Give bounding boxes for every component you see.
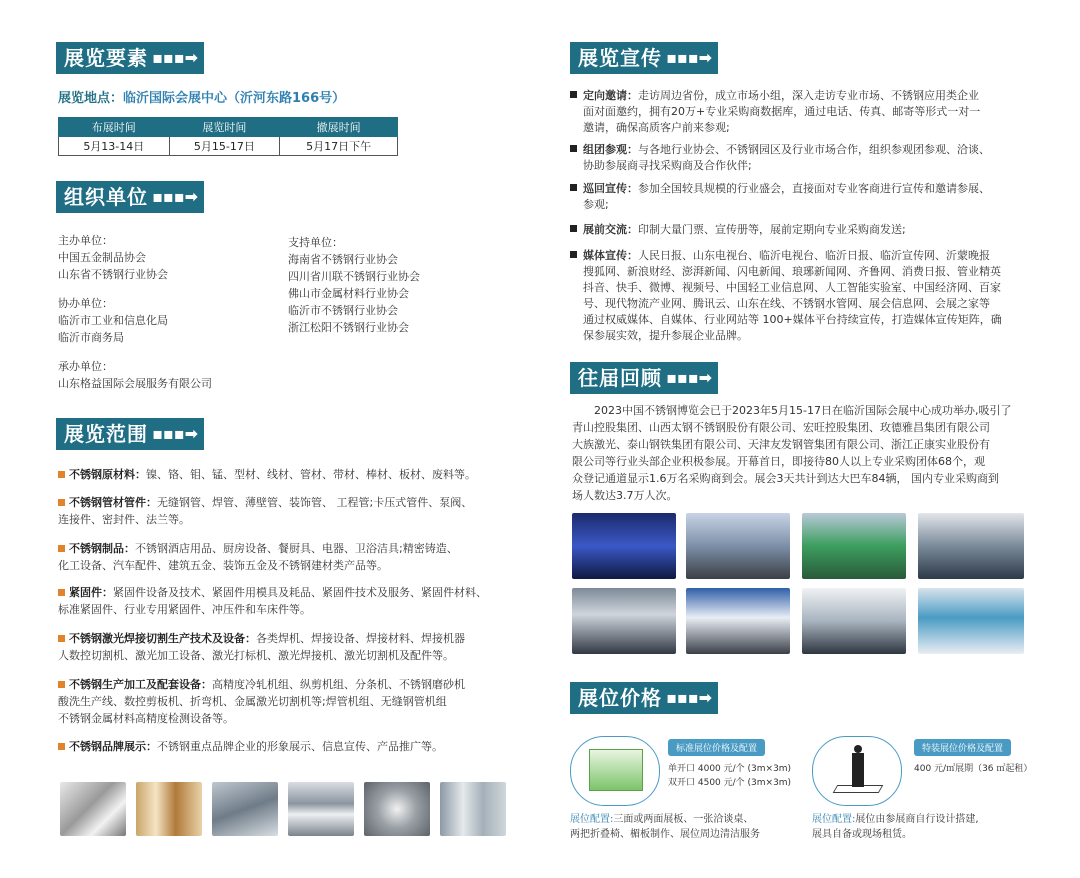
schedule-table <box>58 117 398 156</box>
promo-title: 组团参观： <box>583 143 638 156</box>
scope-item <box>58 738 498 755</box>
scope-item <box>58 584 498 618</box>
scope-item <box>58 466 498 483</box>
header-text: 展览宣传 <box>578 46 662 70</box>
scope-title: 不锈钢管材管件： <box>69 496 157 509</box>
standard-booth-illustration <box>570 736 660 806</box>
support-item: 四川省川联不锈钢行业协会 <box>288 270 420 283</box>
scope-title: 不锈钢制品： <box>69 542 135 555</box>
scope-line: 各类焊机、焊接设备、焊接材料、焊接机器 <box>256 632 465 645</box>
promo-item <box>570 88 1026 136</box>
schedule-cell: 5月17日下午 <box>280 137 398 156</box>
price-line: 双开口 4500 元/个 (3m×3m) <box>668 778 792 788</box>
bullet-icon <box>570 225 577 232</box>
event-photo <box>686 513 790 579</box>
schedule-cell: 5月13-14日 <box>59 137 170 156</box>
location-line <box>58 87 345 106</box>
support-item: 临沂市不锈钢行业协会 <box>288 304 398 317</box>
promo-line: 参观; <box>583 198 609 211</box>
bullet-icon <box>58 681 65 688</box>
product-photo <box>60 782 126 836</box>
review-line: 众登记通道显示1.6万名采购商到会。展会3天共计到达大巴车84辆， 国内专业采购商到 <box>572 472 999 485</box>
support-item: 浙江松阳不锈钢行业协会 <box>288 321 409 334</box>
promo-title: 展前交流： <box>583 223 638 236</box>
promo-title: 巡回宣传： <box>583 182 638 195</box>
bullet-icon <box>570 91 577 98</box>
section-header-exhibition <box>56 42 204 74</box>
bullet-icon <box>570 145 577 152</box>
bullet-icon <box>58 499 65 506</box>
host-item: 山东省不锈钢行业协会 <box>58 268 168 281</box>
undertake-label: 承办单位： <box>58 360 113 373</box>
promo-title: 媒体宣传： <box>583 249 638 262</box>
review-line: 青山控股集团、山西太钢不锈钢股份有限公司、宏旺控股集团、玫德雅昌集团有限公司 <box>572 421 990 434</box>
scope-line: 连接件、密封件、法兰等。 <box>58 513 190 526</box>
config-line: 两把折叠椅、楣板制作、展位周边清洁服务 <box>570 829 760 840</box>
schedule-header: 撤展时间 <box>280 118 398 137</box>
promo-line: 印制大量门票、宣传册等，展前定期向专业采购商发送; <box>638 223 906 236</box>
product-photo <box>440 782 506 836</box>
bullet-icon <box>570 184 577 191</box>
promo-line: 抖音、快手、微博、视频号、中国轻工业信息网、人工智能实验室、中国经济网、百家 <box>583 281 1001 294</box>
organizer-list-left <box>58 232 278 392</box>
promo-item <box>570 248 1026 344</box>
standard-price-label: 标准展位价格及配置 <box>668 739 765 756</box>
scope-line: 不锈钢酒店用品、厨房设备、餐厨具、电器、卫浴洁具;精密铸造、 <box>135 542 458 555</box>
standard-config <box>570 812 760 842</box>
promo-line: 参加全国较具规模的行业盛会，直接面对专业客商进行宣传和邀请参展、 <box>638 182 990 195</box>
arrow-icon: ▪▪▪➡ <box>666 688 712 707</box>
config-line: 展位由参展商自行设计搭建, <box>855 814 979 825</box>
arrow-icon: ▪▪▪➡ <box>152 48 198 67</box>
header-text: 展览范围 <box>64 422 148 446</box>
event-photo <box>572 588 676 654</box>
person-body-icon <box>852 753 864 787</box>
host-item: 中国五金制品协会 <box>58 251 146 264</box>
config-line: 三面或两面展板、一张洽谈桌、 <box>613 814 754 825</box>
coorg-label: 协办单位： <box>58 297 113 310</box>
price-line: 单开口 4000 元/个 (3m×3m) <box>668 764 792 774</box>
scope-title: 不锈钢原材料： <box>69 468 146 481</box>
schedule-cell: 5月15-17日 <box>169 137 280 156</box>
promo-line: 通过权威媒体、自媒体、行业网站等 100+媒体平台持续宣传，打造媒体宣传矩阵，确 <box>583 313 1002 326</box>
scope-title: 不锈钢激光焊接切割生产技术及设备： <box>69 632 256 645</box>
scope-item <box>58 540 498 574</box>
section-header-organizers <box>56 181 204 213</box>
header-text: 展位价格 <box>578 686 662 710</box>
config-label: 展位配置: <box>570 814 614 825</box>
product-photo <box>364 782 430 836</box>
scope-line: 紧固件设备及技术、紧固件用模具及耗品、紧固件技术及服务、紧固件材料、 <box>113 586 487 599</box>
promo-line: 号、现代物流产业网、腾讯云、山东在线、不锈钢水管网、展会信息网、会展之家等 <box>583 297 990 310</box>
bullet-icon <box>58 545 65 552</box>
product-photo <box>212 782 278 836</box>
event-photo <box>572 513 676 579</box>
scope-title: 不锈钢品牌展示： <box>69 740 157 753</box>
scope-line: 标准紧固件、行业专用紧固件、冲压件和车床件等。 <box>58 603 311 616</box>
config-label: 展位配置: <box>812 814 856 825</box>
arrow-icon: ▪▪▪➡ <box>152 424 198 443</box>
event-photo <box>918 513 1024 579</box>
review-line: 限公司等行业头部企业积极参展。开幕首日，即接待80人以上专业采购团体68个，观 <box>572 455 985 468</box>
review-line: 大族激光、泰山钢铁集团有限公司、天津友发钢管集团有限公司、浙江正康实业股份有 <box>572 438 990 451</box>
support-label: 支持单位： <box>288 236 343 249</box>
support-item: 佛山市金属材料行业协会 <box>288 287 409 300</box>
promo-line: 人民日报、山东电视台、临沂电视台、临沂日报、临沂宣传网、沂蒙晚报 <box>638 249 990 262</box>
bullet-icon <box>570 251 577 258</box>
scope-item <box>58 630 498 664</box>
review-paragraph <box>572 402 1032 504</box>
bullet-icon <box>58 589 65 596</box>
promo-line: 面对面邀约，拥有20万+专业采购商数据库，通过电话、传真、邮寄等形式一对一 <box>583 105 981 118</box>
scope-line: 化工设备、汽车配件、建筑五金、装饰五金及不锈钢建材类产品等。 <box>58 559 388 572</box>
promo-item <box>570 181 1026 213</box>
booth-icon <box>589 749 643 791</box>
section-header-price <box>570 682 718 714</box>
promo-line: 搜狐网、新浪财经、澎湃新闻、闪电新闻、琅琊新闻网、齐鲁网、消费日报、管业精英 <box>583 265 1001 278</box>
section-header-scope <box>56 418 204 450</box>
promo-item <box>570 222 1026 238</box>
promo-title: 定向邀请： <box>583 89 638 102</box>
scope-line: 镍、铬、钼、锰、型材、线材、管材、带材、棒材、板材、废料等。 <box>146 468 476 481</box>
header-text: 组织单位 <box>64 185 148 209</box>
location-value: 临沂国际会展中心（沂河东路166号） <box>123 91 346 106</box>
scope-line: 不锈钢金属材料高精度检测设备等。 <box>58 712 234 725</box>
promo-line: 协助参展商寻找采购商及合作伙伴; <box>583 159 752 172</box>
review-line: 场人数达3.7万人次。 <box>572 489 678 502</box>
promo-line: 邀请，确保高质客户前来参观; <box>583 121 730 134</box>
support-item: 海南省不锈钢行业协会 <box>288 253 398 266</box>
special-config <box>812 812 979 842</box>
scope-line: 不锈钢重点品牌企业的形象展示、信息宣传、产品推广等。 <box>157 740 443 753</box>
event-photo <box>802 588 906 654</box>
scope-title: 不锈钢生产加工及配套设备： <box>69 678 212 691</box>
arrow-icon: ▪▪▪➡ <box>152 187 198 206</box>
scope-item <box>58 494 498 528</box>
config-line: 展具自备或现场租赁。 <box>812 829 912 840</box>
schedule-header: 布展时间 <box>59 118 170 137</box>
product-photo <box>288 782 354 836</box>
product-photo <box>136 782 202 836</box>
standard-price-list <box>668 762 791 790</box>
section-header-review <box>570 362 718 394</box>
bullet-icon <box>58 743 65 750</box>
coorg-item: 临沂市商务局 <box>58 331 124 344</box>
header-text: 展览要素 <box>64 46 148 70</box>
host-label: 主办单位： <box>58 234 113 247</box>
scope-line: 人数控切割机、激光加工设备、激光打标机、激光焊接机、激光切割机及配件等。 <box>58 649 454 662</box>
event-photo <box>802 513 906 579</box>
promo-line: 走访周边省份，成立市场小组，深入走访专业市场、不锈钢应用类企业 <box>638 89 979 102</box>
event-photo <box>918 588 1024 654</box>
scope-item <box>58 676 498 727</box>
bullet-icon <box>58 635 65 642</box>
special-price-label: 特装展位价格及配置 <box>914 739 1011 756</box>
undertake-item: 山东格益国际会展服务有限公司 <box>58 377 212 390</box>
arrow-icon: ▪▪▪➡ <box>666 48 712 67</box>
organizer-list-right <box>288 234 488 336</box>
special-price: 400 元/㎡展期（36 ㎡起租） <box>914 764 1033 774</box>
scope-line: 高精度冷轧机组、纵剪机组、分条机、不锈钢磨砂机 <box>212 678 465 691</box>
scope-line: 无缝钢管、焊管、薄壁管、装饰管、 工程管;卡压式管件、泵阀、 <box>157 496 473 509</box>
bullet-icon <box>58 471 65 478</box>
special-booth-illustration <box>812 736 902 806</box>
promo-line: 保参展实效，提升参展企业品牌。 <box>583 329 748 342</box>
arrow-icon: ▪▪▪➡ <box>666 368 712 387</box>
section-header-promotion <box>570 42 718 74</box>
event-photo <box>686 588 790 654</box>
scope-title: 紧固件： <box>69 586 113 599</box>
coorg-item: 临沂市工业和信息化局 <box>58 314 168 327</box>
promo-line: 与各地行业协会、不锈钢园区及行业市场合作，组织参观团参观、洽谈、 <box>638 143 990 156</box>
schedule-header: 展览时间 <box>169 118 280 137</box>
scope-line: 酸洗生产线、数控剪板机、折弯机、金属激光切割机等;焊管机组、无缝钢管机组 <box>58 695 447 708</box>
promo-item <box>570 142 1026 174</box>
location-label: 展览地点： <box>58 91 124 106</box>
review-line: 2023中国不锈钢博览会已于2023年5月15-17日在临沂国际会展中心成功举办,吸引了 <box>594 404 1012 417</box>
person-icon <box>854 745 862 753</box>
header-text: 往届回顾 <box>578 366 662 390</box>
